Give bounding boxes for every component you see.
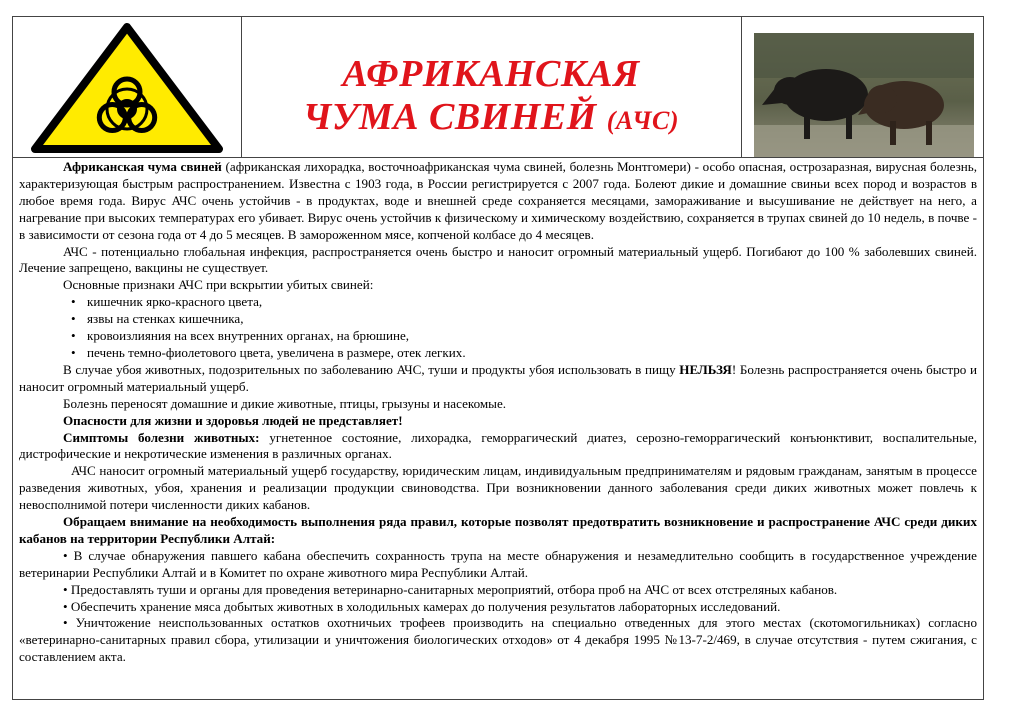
signs-heading: Основные признаки АЧС при вскрытии убитых свиней: xyxy=(63,277,374,293)
wild-boars-photo xyxy=(754,33,974,157)
global-paragraph: АЧС - потенциально глобальная инфекция, распространяется очень быстро и наносит огромный материальный ущерб. Погибают до 100 % заболевших свиней. Лечение запрещено, вакцины не существует. xyxy=(19,243,977,276)
rule-item: • Обеспечить хранение мяса добытых животных в холодильных камерах до получения результатов лабораторных исследований. xyxy=(63,598,781,614)
rule-item: • В случае обнаружения павшего кабана обеспечить сохранность трупа на месте обнаружения и незамедлительно сообщить в государственное учреждение ветеринарии Республики Алтай и в Комитет по охране животного мира Республики Алтай. xyxy=(19,547,977,580)
rule-item: • Предоставлять туши и органы для проведения ветеринарно-санитарных мероприятий, отбора проб на АЧС от всех отстреляных кабанов. xyxy=(63,581,838,597)
slaughter-paragraph xyxy=(19,362,977,396)
header xyxy=(13,17,983,158)
intro-text: (африканская лихорадка, восточноафриканская чума свиней, болезнь Монтгомери) - особо опасная, острозаразная, вирусная болезнь, характеризующая быстрым распространением. Известна с 1903 года, в России регистрируется с 2007 года. Болеют дикие и домашние свиньи всех пород и возрастов в любое время года. Вирус АЧС очень устойчив - в продуктах, воде и внешней среде сохраняется месяцами, замораживание и высушивание не действует на него, а нагревание при высоких температурах его убивает. Вирус очень устойчив к физическому и химическому воздействию, сохраняется в трупах свиней до 10 недель, в почве - в зависимости от сезона года от 4 до 5 месяцев. В замороженном мясе, копченой колбасе до 4 месяцев. xyxy=(19,159,977,242)
title-cell xyxy=(241,17,742,157)
symptoms-text: угнетенное состояние, лихорадка, геморрагический диатез, серозно-геморрагический конъюнктивит, воспалительные, дистрофические и некротические изменения в различных органах. xyxy=(19,429,977,462)
title-line-2: ЧУМА СВИНЕЙ xyxy=(302,96,597,138)
rules-heading xyxy=(19,514,977,548)
danger-text: Опасности для жизни и здоровья людей не представляет! xyxy=(63,412,403,428)
list-item: • кишечник ярко-красного цвета, xyxy=(19,294,977,311)
slaughter-strong: НЕЛЬЗЯ xyxy=(679,361,732,377)
slaughter-after: ! Болезнь распространяется очень быстро и наносит огромный материальный ущерб. xyxy=(19,361,977,394)
carriers-paragraph: Болезнь переносят домашние и дикие животные, птицы, грызуны и насекомые. xyxy=(63,395,507,411)
damage-paragraph: АЧС наносит огромный материальный ущерб государству, юридическим лицам, индивидуальным предпринимателям и рядовым гражданам, занятым в процессе разведения животных, убоя, хранения и реализации продукции свиноводства. При возникновении данного заболевания среди диких животных может повлечь к невосполнимой потери численности диких кабанов. xyxy=(19,463,977,513)
article-body xyxy=(13,157,983,666)
list-item: • печень темно-фиолетового цвета, увеличена в размере, отек легких. xyxy=(19,345,977,362)
list-item: • язвы на стенках кишечника, xyxy=(19,311,977,328)
leaflet xyxy=(12,16,984,700)
slaughter-before: В случае убоя животных, подозрительных по заболеванию АЧС, туши и продукты убоя использовать в пищу xyxy=(63,361,680,377)
title-line-1: АФРИКАНСКАЯ xyxy=(342,53,640,95)
title-abbr: (АЧС) xyxy=(606,106,680,135)
intro-term: Африканская чума свиней xyxy=(63,159,222,174)
page-title xyxy=(241,17,741,142)
rule-item: • Уничтожение неиспользованных остатков охотничьих трофеев производить на специально отведенных для этого местах (скотомогильниках) согласно «ветеринарно-санитарных правил сбора, утилизации и уничтожения биологических отходов» от 4 декабря 1995 №13-7-2/469, в случае отсутствия - путем сжигания, с составлением акта. xyxy=(19,615,977,665)
danger-paragraph xyxy=(19,413,977,430)
signs-list xyxy=(19,294,977,362)
photo-cell xyxy=(742,17,983,157)
symptoms-paragraph xyxy=(19,430,977,464)
list-item: • кровоизлияния на всех внутренних органах, на брюшине, xyxy=(19,328,977,345)
warning-cell xyxy=(13,17,242,157)
rules-heading-text: Обращаем внимание на необходимость выполнения ряда правил, которые позволят предотвратить возникновение и распространение АЧС среди диких кабанов на территории Республики Алтай: xyxy=(19,514,977,546)
symptoms-label: Симптомы болезни животных: xyxy=(63,429,260,445)
biohazard-icon xyxy=(13,17,241,157)
intro-paragraph xyxy=(19,159,977,244)
